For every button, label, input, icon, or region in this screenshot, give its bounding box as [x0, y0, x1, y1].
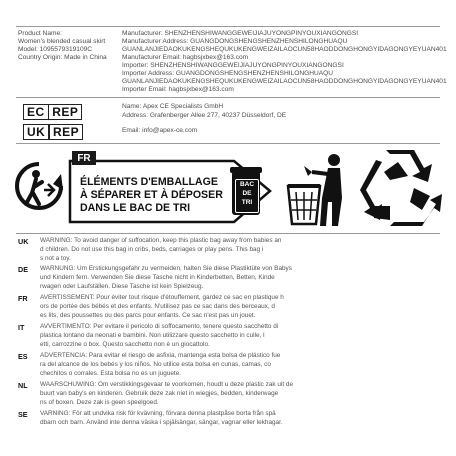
manufacturer-name: Manufacturer: SHENZHENSHIWANGGEWEIJIAJUYONGPINYOUXIANGONGSI: [122, 30, 359, 37]
warning-de-line-1: WARNUNG: Um Erstickungsgefahr zu vermeiden, halten Sie diese Plastiktüte von Babys: [40, 265, 292, 272]
manufacturer-email: Manufacturer Email: hagbsjxbex@163.com: [122, 54, 249, 61]
bin-label-2: DE: [242, 190, 252, 197]
bin-label-3: TRI: [241, 199, 253, 206]
warning-it-line-2: plastica lontano da neonati e bambini. Non utilizzare questo sacchetto in culle, l: [40, 332, 265, 339]
warning-it-line-3: etti, carrozzine o box. Questo sacchetto non è un giocattolo.: [40, 341, 210, 348]
uk-rep-code: UK: [27, 125, 46, 139]
fr-tag: FR: [72, 151, 96, 165]
ec-rep-text: REP: [52, 105, 79, 119]
warning-nl-line-2: buurt van baby's en kinderen. Gebruik deze zak niet in wiegjes, bedden, kinderwage: [40, 390, 279, 397]
warning-uk-line-2: d children. Do not use this bag in cribs, beds, carriages or play pens. This bag i: [40, 246, 264, 253]
model-number: Model: 1095579319109C: [18, 46, 93, 53]
tidyman-icon: [284, 152, 354, 228]
bin-label-1: BAC: [239, 181, 255, 188]
warning-nl-line-1: WAARSCHUWING: Om verstikkingsgevaar te voorkomen, houdt u deze plastic zak uit de: [40, 381, 293, 388]
info-tri-line-1: ÉLÉMENTS D'EMBALLAGE: [80, 176, 218, 188]
warning-nl-line-3: ns of boxen. Deze zak is geen speelgoed.: [40, 399, 159, 406]
country-origin: Country Origin: Made in China: [18, 54, 107, 61]
warning-es-line-3: chechitos o corrales. Esta bolsa no es un juguete.: [40, 370, 182, 377]
warning-fr-line-2: ors de portée des bébés et des enfants. N'utilisez pas ce sac dans des berceaux, d: [40, 303, 275, 310]
rep-email: Email: info@apex-ce.com: [122, 127, 198, 134]
manufacturer-address-cont: GUANLANJIEDAOKUKENGSHEQUKUKENGWEIZAILAOCUN58HAODDONGHONGYIDAGONGYEYUAN401: [122, 46, 447, 53]
uk-rep-text: REP: [52, 125, 80, 139]
warning-de-line-2: und Kindern fern. Verwenden Sie diese Tasche nicht in Kinderbetten, Betten, Kinde: [40, 274, 275, 281]
warning-code-de: DE: [18, 265, 28, 274]
ec-rep-symbol: [23, 104, 82, 120]
divider: [16, 233, 440, 234]
product-name-value: Women's blended casual skirt: [18, 38, 106, 45]
importer-name: Importer: SHENZHENSHIWANGGEWEIJIAJUYONGPINYOUXIANGONGSI: [122, 62, 344, 69]
warning-de-line-3: rwagen oder Laufställen. Diese Tasche ist kein Spielzeug.: [40, 283, 204, 290]
divider: [16, 97, 440, 98]
product-name-label: Product Name:: [18, 30, 62, 37]
importer-address-cont: GUANLANJIEDAOKUKENGSHEQUKUKENGWEIZAILAOCUN58HAODDONGHONGYIDAGONGYEYUAN401: [122, 78, 447, 85]
info-tri-line-2: À SÉPARER ET À DÉPOSER: [80, 189, 223, 201]
triman-icon: [14, 160, 64, 212]
warning-it-line-1: AVVERTIMENTO: Per evitare il pericolo di soffocamento, tenere questo sacchetto di: [40, 323, 279, 330]
warning-code-it: IT: [18, 323, 25, 332]
info-tri-block: [66, 151, 266, 224]
warning-code-se: SE: [18, 410, 28, 419]
warning-code-nl: NL: [18, 381, 28, 390]
warning-es-line-1: ADVERTENCIA: Para evitar el riesgo de asfixia, mantenga esta bolsa de plástico fue: [40, 352, 281, 359]
divider: [16, 26, 440, 27]
importer-address: Importer Address: GUANGDONGSHENGSHENZHENSHILONGHUAQU: [122, 70, 334, 77]
ec-rep-code: EC: [27, 105, 45, 119]
warning-se-line-2: dbarn och barn. Använd inte denna väska i spjälsängar, sängar, vagnar eller lekhagar.: [40, 419, 283, 426]
warning-uk-line-1: WARNING: To avoid danger of suffocation, keep this plastic bag away from babies an: [40, 237, 282, 244]
warning-es-line-2: ra del alcance de los bebés y los niños. No utilice esta bolsa en cunas, camas, co: [40, 361, 271, 368]
warning-code-es: ES: [18, 352, 28, 361]
bac-de-tri-bin-icon: [232, 171, 260, 215]
divider: [16, 143, 440, 144]
rep-name: Name: Apex CE Specialists GmbH: [122, 103, 224, 110]
uk-rep-symbol: [23, 124, 83, 140]
manufacturer-address: Manufacturer Address: GUANGDONGSHENGSHENZHENSHILONGHUAQU: [122, 38, 348, 45]
warning-uk-line-3: s not a toy.: [40, 255, 71, 262]
importer-email: Importer Email: hagbsjxbex@163.com: [122, 86, 234, 93]
warning-code-fr: FR: [18, 294, 28, 303]
rep-address: Address: Grafenberger Allee 277, 40237 Düsseldorf, DE: [122, 112, 287, 119]
warning-fr-line-1: AVERTISSEMENT: Pour éviter tout risque d'étouffement, gardez ce sac en plastique h: [40, 294, 284, 301]
warning-code-uk: UK: [18, 237, 29, 246]
warning-fr-line-3: es lits, des poussettes ou des parcs pour enfants. Ce sac n'est pas un jouet.: [40, 312, 256, 319]
info-tri-line-3: DANS LE BAC DE TRI: [80, 202, 191, 214]
warning-se-line-1: VARNING: För att undvika risk för kvävning, förvara denna plastpåse borta från spä: [40, 410, 276, 417]
recycle-icon: [360, 148, 442, 228]
